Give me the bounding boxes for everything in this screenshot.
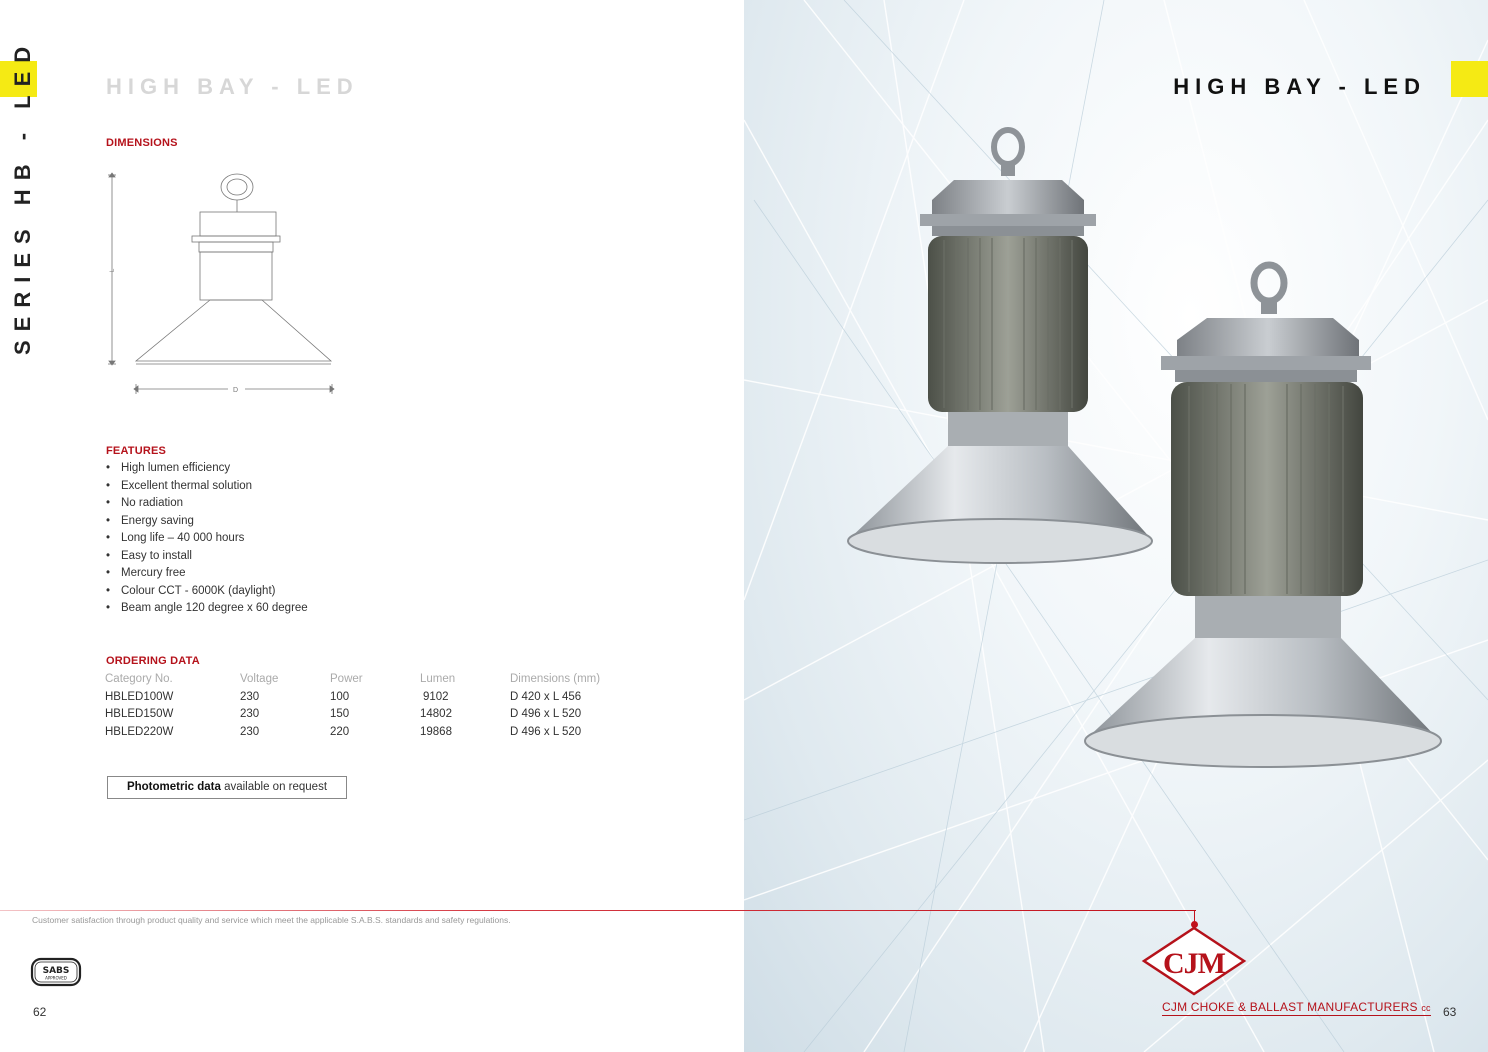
ordering-data-heading: ORDERING DATA [106, 655, 200, 667]
series-vertical-label: SERIES HB - LED [10, 37, 35, 355]
dimension-label-l: L [110, 268, 116, 272]
sabs-approved-logo [30, 957, 82, 987]
table-row [105, 689, 630, 707]
feature-item: • Mercury free [106, 567, 186, 579]
column-header: Voltage [240, 673, 279, 685]
column-header: Lumen [420, 673, 456, 685]
sabs-logo-subtext: APPROVED [45, 975, 67, 981]
table-header-row [105, 671, 630, 689]
table-cell: 230 [240, 725, 260, 738]
table-row [105, 724, 630, 742]
yellow-tab-right [1451, 61, 1488, 97]
dimensions-heading: DIMENSIONS [106, 137, 178, 149]
photometric-note-bold: Photometric data [126, 781, 221, 793]
ordering-table [105, 671, 630, 741]
ghost-page-title: HIGH BAY - LED [106, 74, 359, 99]
column-header: Dimensions (mm) [510, 673, 601, 685]
table-cell: D 496 x L 520 [510, 708, 582, 720]
photometric-note-box [107, 776, 347, 799]
company-suffix: cc [1421, 1003, 1431, 1013]
feature-item: • Energy saving [106, 514, 194, 527]
footer-quality-statement: Customer satisfaction through product quality and service which meet the applicable S.A.B.S. standards and safety regulations. [32, 915, 511, 925]
table-cell: 220 [330, 725, 350, 738]
page-number-right: 63 [1443, 1005, 1457, 1019]
table-cell: 230 [240, 708, 260, 720]
table-cell: 230 [240, 690, 260, 703]
feature-item: • Excellent thermal solution [106, 479, 253, 492]
feature-item: • No radiation [106, 497, 184, 509]
table-cell: D 420 x L 456 [510, 690, 582, 703]
table-cell: HBLED100W [105, 690, 174, 703]
feature-item: • Colour CCT - 6000K (daylight) [106, 584, 276, 597]
table-cell: 100 [330, 690, 350, 703]
table-row [105, 706, 630, 724]
feature-item: • High lumen efficiency [106, 462, 231, 474]
company-name [1162, 1000, 1431, 1016]
column-header: Category No. [105, 673, 173, 685]
table-cell: 14802 [420, 708, 452, 720]
footer-red-rule [0, 910, 1196, 911]
dimension-label-d: D [233, 387, 239, 394]
right-page [744, 0, 1488, 1052]
table-cell: 19868 [420, 725, 452, 738]
table-cell: 150 [330, 708, 350, 720]
photometric-note-text: available on request [220, 781, 328, 793]
column-header: Power [330, 673, 363, 685]
feature-item: • Easy to install [106, 549, 192, 562]
feature-item: • Long life – 40 000 hours [106, 532, 245, 544]
table-cell: HBLED150W [105, 708, 174, 720]
features-heading: FEATURES [106, 445, 167, 457]
table-cell: D 496 x L 520 [510, 725, 582, 738]
company-name-text: CJM CHOKE & BALLAST MANUFACTURERS [1162, 1000, 1418, 1014]
table-cell: 9102 [423, 690, 449, 703]
features-list [106, 460, 308, 618]
page-number-left: 62 [33, 1005, 47, 1019]
cjm-logo-text: CJM [1163, 947, 1225, 980]
feature-item: • Beam angle 120 degree x 60 degree [106, 602, 308, 614]
sabs-logo-text: SABS [42, 966, 70, 976]
page-title: HIGH BAY - LED [1173, 74, 1426, 99]
table-cell: HBLED220W [105, 725, 174, 738]
dimension-drawing [100, 165, 350, 405]
cjm-company-logo [1140, 925, 1248, 997]
high-bay-lamp-image [1079, 260, 1449, 780]
